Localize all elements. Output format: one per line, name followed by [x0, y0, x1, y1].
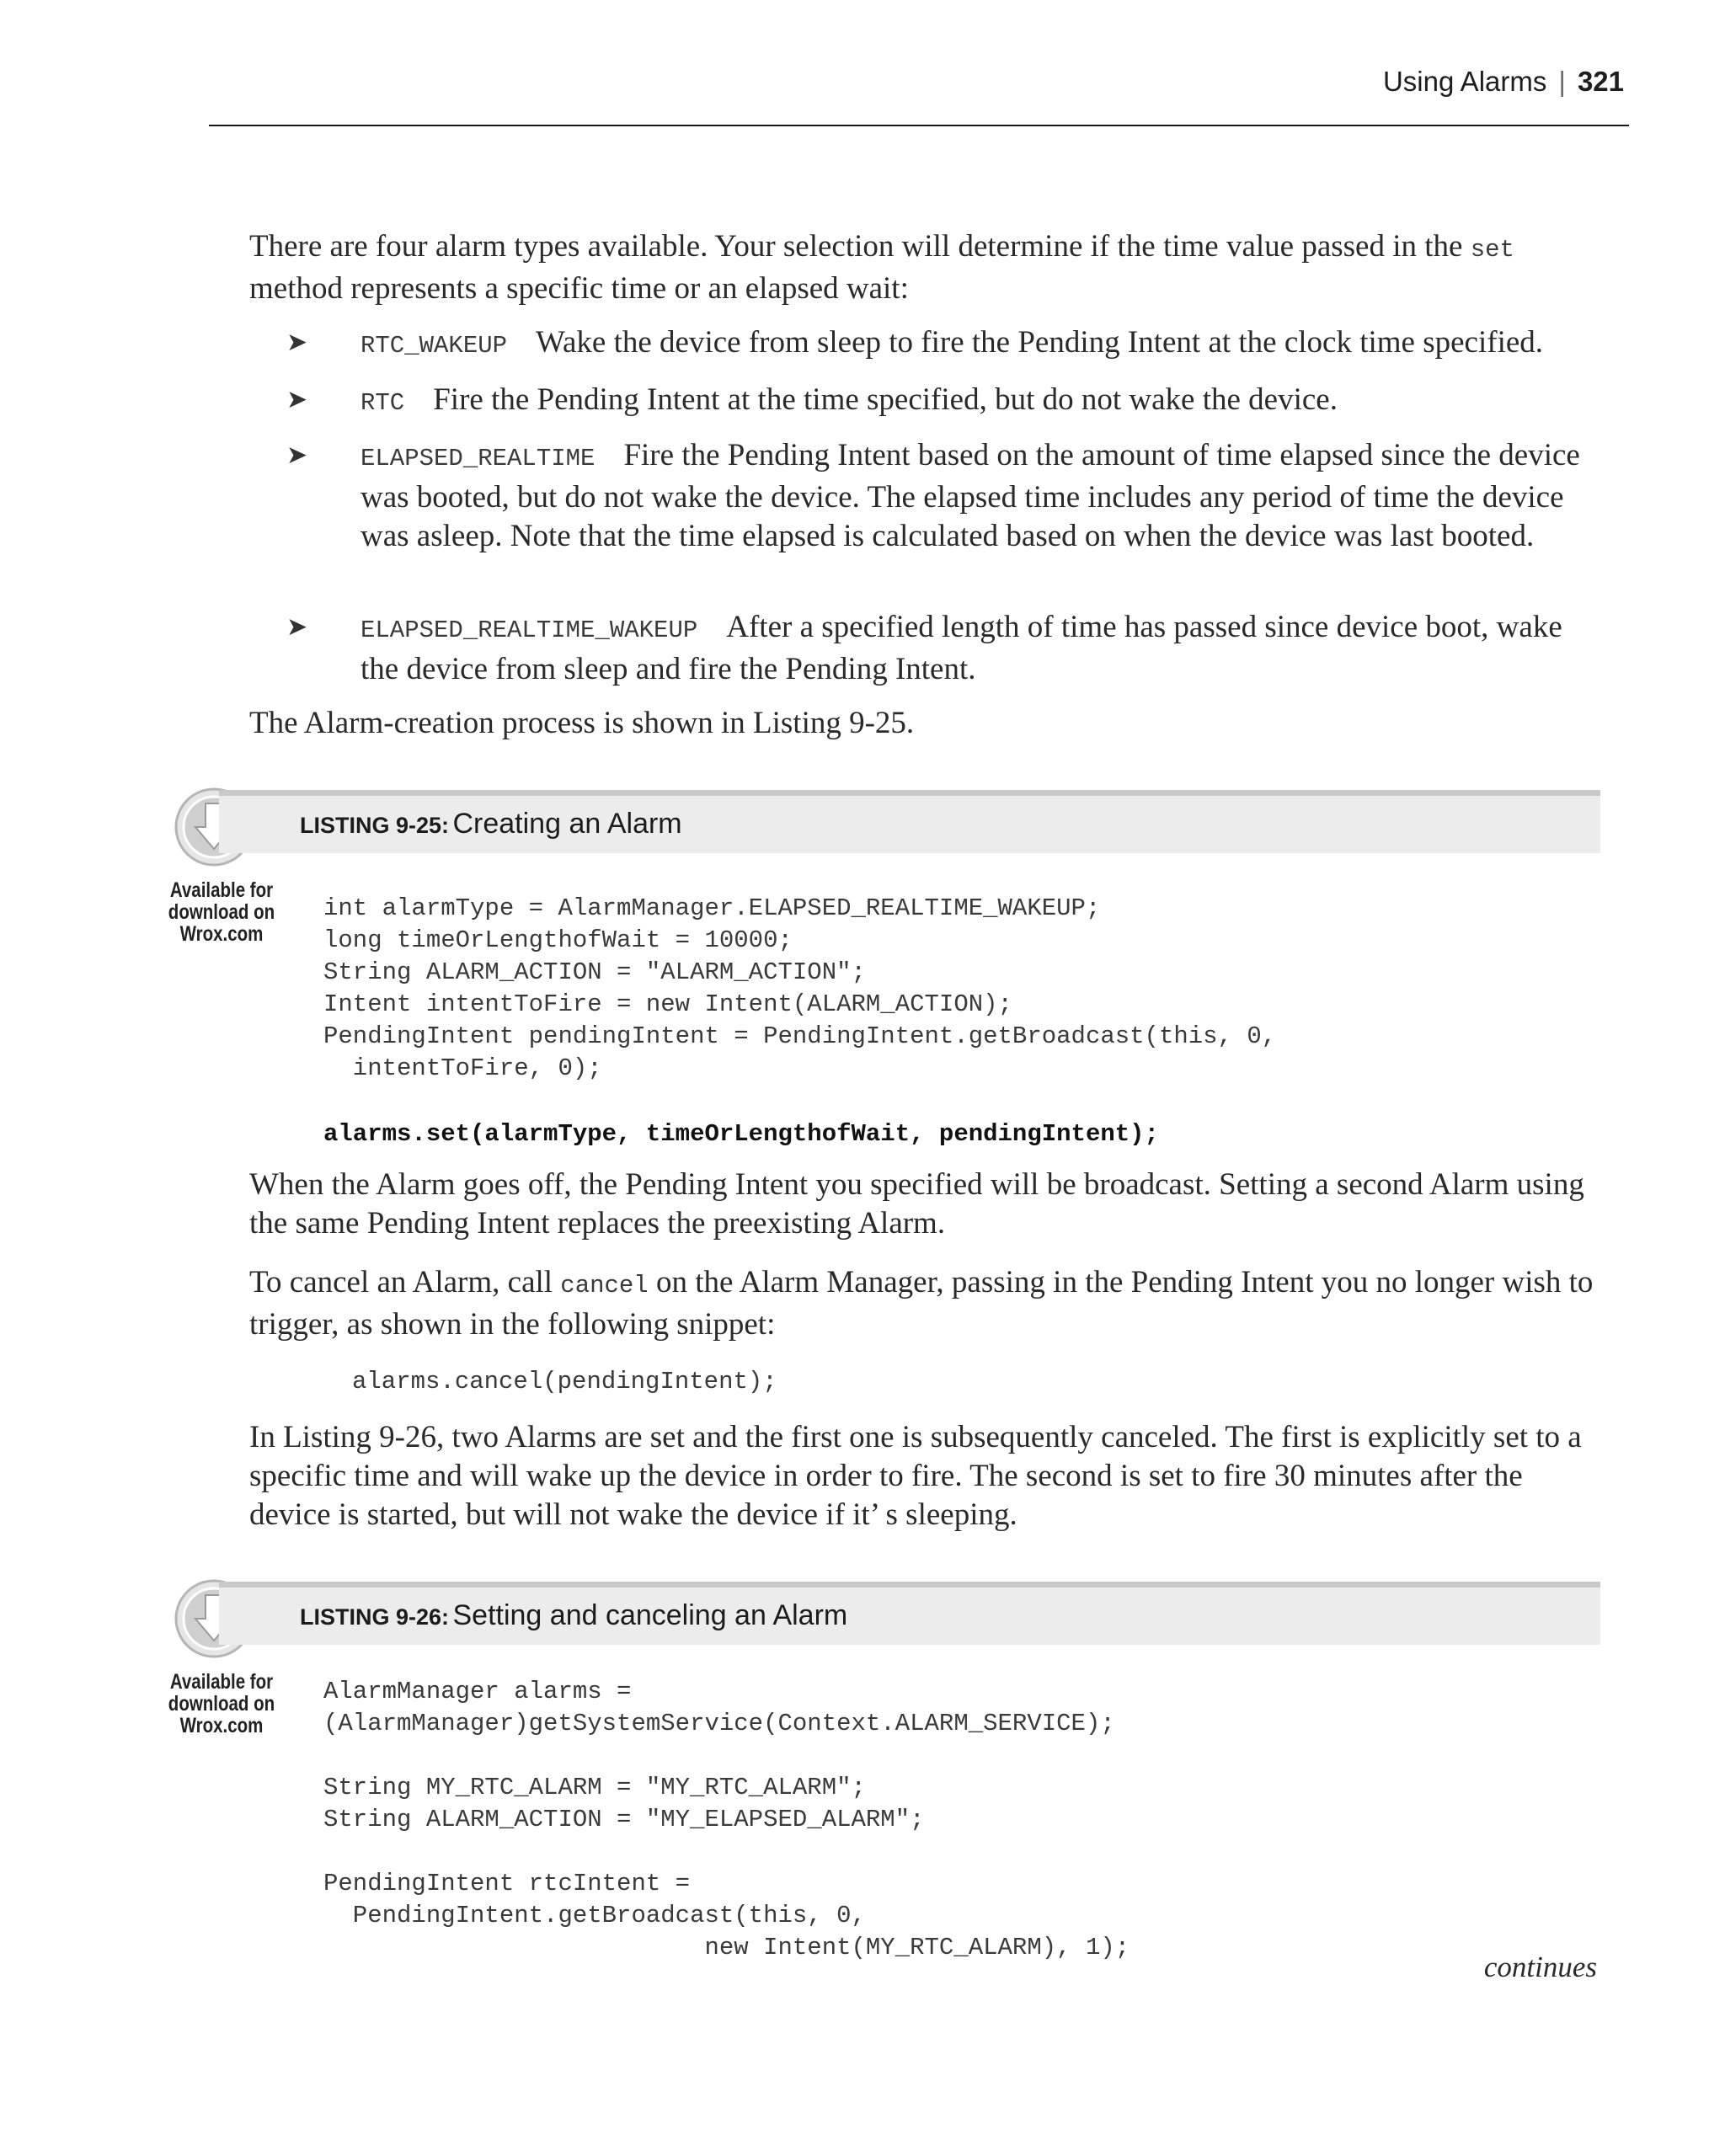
download-label-line: Wrox.com [179, 1714, 264, 1737]
listing-title-text: Creating an Alarm [452, 808, 682, 840]
listing-header [219, 1582, 1600, 1645]
listing-title-text: Setting and canceling an Alarm [452, 1599, 848, 1631]
code-block: AlarmManager alarms = (AlarmManager)getSystemService(Context.ALARM_SERVICE); String MY_RTC_ALARM = "MY_RTC_ALARM"; String ALARM_ACTION = "MY_ELAPSED_ALARM"; PendingIntent rtcIntent = PendingIntent.getBroadcast(this, 0, new Intent(MY_RTC_ALARM), 1); [323, 1678, 1130, 1961]
continues-label: continues [1483, 1951, 1597, 1983]
download-label-line: download on [168, 900, 275, 924]
download-label [163, 879, 280, 945]
code-block: int alarmType = AlarmManager.ELAPSED_REALTIME_WAKEUP; long timeOrLengthofWait = 10000; String ALARM_ACTION = "ALARM_ACTION"; Intent intentToFire = new Intent(ALARM_ACTION); PendingIntent pendingIntent = PendingIntent.getBroadcast(this, 0, intentToFire, 0); [323, 894, 1277, 1082]
running-head [1383, 66, 1624, 98]
paragraph-broadcast: When the Alarm goes off, the Pending Intent you specified will be broadcast. Setting a second Alarm using the same Pending Intent replaces the preexisting Alarm. [249, 1167, 1584, 1241]
listing-header [219, 790, 1600, 853]
code-line-bold: alarms.set(alarmType, timeOrLengthofWait, pendingIntent); [323, 1120, 1159, 1148]
page-number: 321 [1577, 66, 1624, 97]
bullet-arrow-icon: ➤ [286, 440, 308, 470]
header-separator: | [1558, 66, 1566, 97]
inline-code-set: set [1470, 236, 1514, 264]
alarm-type-term: RTC [360, 389, 405, 417]
alarm-type-desc: After a specified length of time has passed since device boot, wake the device from sleep and fire the Pending Intent. [360, 610, 1562, 686]
listing-label: LISTING 9-26: [300, 1604, 450, 1630]
creation-sentence: The Alarm-creation process is shown in Listing 9-25. [249, 706, 915, 740]
intro-text-after: method represents a specific time or an elapsed wait: [249, 271, 909, 306]
paragraph-cancel [249, 1263, 1597, 1344]
inline-code-cancel: cancel [560, 1272, 649, 1299]
cancel-text-before: To cancel an Alarm, call [249, 1265, 561, 1299]
download-label [163, 1671, 280, 1737]
cancel-text-after: on the Alarm Manager, passing in the Pending Intent you no longer wish to trigger, as shown in the following snippet: [249, 1265, 1594, 1342]
header-rule [209, 125, 1629, 126]
listing-title [300, 1599, 847, 1632]
intro-paragraph [249, 227, 1597, 308]
download-label-line: Available for [169, 1670, 274, 1694]
section-title: Using Alarms [1382, 66, 1547, 97]
bullet-arrow-icon: ➤ [286, 385, 308, 414]
intro-text-before: There are four alarm types available. Your selection will determine if the time value passed in the [249, 229, 1471, 264]
download-label-line: Available for [169, 878, 274, 902]
listing-title [300, 808, 682, 841]
download-label-line: Wrox.com [179, 922, 264, 946]
alarm-type-desc: Fire the Pending Intent at the time specified, but do not wake the device. [433, 382, 1338, 417]
alarm-type-term: ELAPSED_REALTIME_WAKEUP [360, 616, 698, 644]
alarm-type-term: ELAPSED_REALTIME [360, 445, 595, 472]
bullet-arrow-icon: ➤ [286, 612, 308, 642]
bullet-arrow-icon: ➤ [286, 328, 308, 357]
listing-label: LISTING 9-25: [300, 813, 450, 838]
paragraph-listing26: In Listing 9-26, two Alarms are set and the first one is subsequently canceled. The first is explicitly set to a specific time and will wake up the device in order to fire. The second is set to fire 30 minutes after the device is started, but will not wake the device if it’ s sleeping. [249, 1420, 1582, 1532]
code-snippet: alarms.cancel(pendingIntent); [352, 1368, 777, 1396]
alarm-type-desc: Wake the device from sleep to fire the Pending Intent at the clock time specified. [536, 325, 1544, 360]
download-label-line: download on [168, 1692, 275, 1716]
alarm-type-desc: Fire the Pending Intent based on the amount of time elapsed since the device was booted, but do not wake the device. The elapsed time includes any period of time the device was asleep. Note that the time elapsed is calculated based on when the device was last booted. [360, 438, 1580, 553]
alarm-type-term: RTC_WAKEUP [360, 332, 508, 360]
